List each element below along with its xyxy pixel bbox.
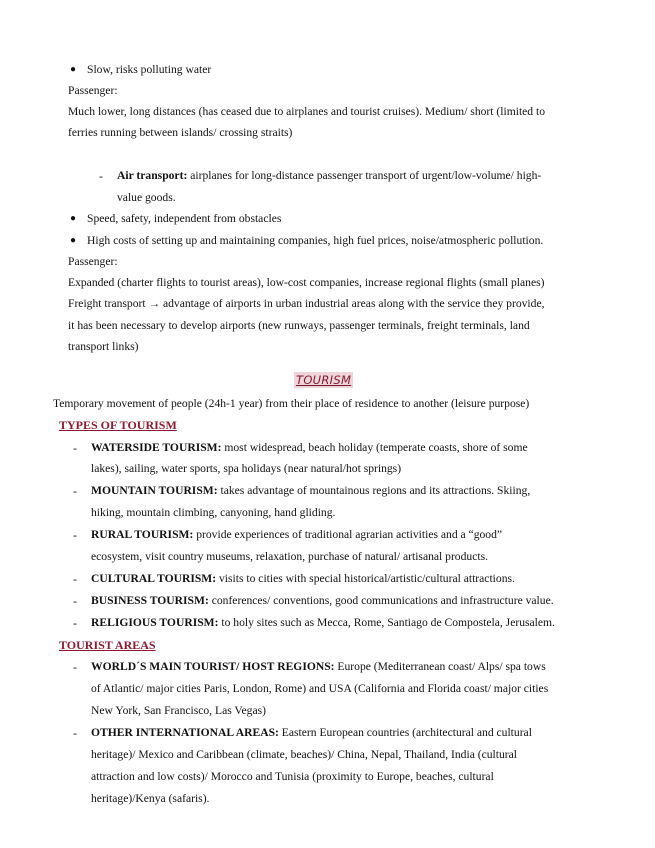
dash-marker: - <box>73 484 77 498</box>
air-transport-line2: value goods. <box>117 191 176 204</box>
area-text: Europe (Mediterranean coast/ Alps/ spa tows <box>334 660 546 673</box>
areas-heading: TOURIST AREAS <box>59 638 156 652</box>
type-item-line2: lakes), sailing, water sports, spa holidays (near natural/hot springs) <box>91 462 402 475</box>
dash-marker: - <box>73 572 77 586</box>
tourism-heading: TOURISM <box>296 373 352 387</box>
type-text: takes advantage of mountainous regions and its attractions. Skiing, <box>217 484 531 497</box>
type-item <box>91 616 555 630</box>
bullet-text-slow: Slow, risks polluting water <box>87 63 212 76</box>
area-item <box>91 660 546 674</box>
type-text: visits to cities with special historical/artistic/cultural attractions. <box>216 572 515 585</box>
area-title: OTHER INTERNATIONAL AREAS: <box>91 726 279 739</box>
area-item-line: heritage)/Kenya (safaris). <box>91 792 210 805</box>
type-title: WATERSIDE TOURISM: <box>91 441 222 454</box>
type-title: RURAL TOURISM: <box>91 528 194 541</box>
type-title: BUSINESS TOURISM: <box>91 594 209 607</box>
type-title: CULTURAL TOURISM: <box>91 572 217 585</box>
type-item <box>91 594 554 608</box>
paragraph-line: Freight transport → advantage of airports in urban industrial areas along with the service they provide, <box>68 297 545 310</box>
dash-marker: - <box>73 616 77 630</box>
paragraph-line: transport links) <box>68 340 139 353</box>
dash-marker: - <box>73 528 77 542</box>
dash-marker: - <box>73 726 77 740</box>
bullet-text-speed: Speed, safety, independent from obstacles <box>87 212 282 225</box>
type-text: conferences/ conventions, good communications and infrastructure value. <box>208 594 554 607</box>
dash-marker: - <box>73 660 77 674</box>
bullet-dot: ● <box>70 64 77 75</box>
dash-marker: - <box>99 169 103 183</box>
air-transport-line <box>117 169 541 183</box>
passenger-label: Passenger: <box>68 255 118 268</box>
area-item-line: New York, San Francisco, Las Vegas) <box>91 704 266 717</box>
type-item <box>91 572 515 586</box>
dash-marker: - <box>73 441 77 455</box>
bullet-dot: ● <box>70 213 77 224</box>
bullet-dot: ● <box>70 235 77 246</box>
type-item <box>91 484 530 498</box>
paragraph-line: Much lower, long distances (has ceased due to airplanes and tourist cruises). Medium/ short (limited to <box>68 105 546 118</box>
area-item-line: heritage)/ Mexico and Caribbean (climate, beaches)/ China, Nepal, Thailand, India (cultural <box>91 748 518 761</box>
dash-marker: - <box>73 594 77 608</box>
tourism-definition: Temporary movement of people (24h-1 year) from their place of residence to another (leisure purpose) <box>53 397 530 410</box>
type-title: MOUNTAIN TOURISM: <box>91 484 218 497</box>
type-item-line2: hiking, mountain climbing, canyoning, hand gliding. <box>91 506 336 519</box>
area-item-line: of Atlantic/ major cities Paris, London, Rome) and USA (California and Florida coast/ major cities <box>91 682 549 695</box>
type-text: provide experiences of traditional agrarian activities and a “good” <box>193 528 503 541</box>
types-heading: TYPES OF TOURISM <box>59 418 177 432</box>
paragraph-line: it has been necessary to develop airports (new runways, passenger terminals, freight terminals, land <box>68 319 530 332</box>
type-item <box>91 528 502 542</box>
area-item <box>91 726 532 740</box>
type-title: RELIGIOUS TOURISM: <box>91 616 219 629</box>
air-transport-text: airplanes for long-distance passenger transport of urgent/low-volume/ high- <box>187 169 542 182</box>
area-title: WORLD´S MAIN TOURIST/ HOST REGIONS: <box>91 660 335 673</box>
air-transport-title: Air transport: <box>117 169 188 182</box>
paragraph-line: Expanded (charter flights to tourist areas), low-cost companies, increase regional flights (small planes) <box>68 276 545 289</box>
area-text: Eastern European countries (architectural and cultural <box>278 726 532 739</box>
type-text: most widespread, beach holiday (temperate coasts, shore of some <box>221 441 528 454</box>
type-text: to holy sites such as Mecca, Rome, Santiago de Compostela, Jerusalem. <box>218 616 555 629</box>
area-item-line: attraction and low costs)/ Morocco and Tunisia (proximity to Europe, beaches, cultural <box>91 770 494 783</box>
type-item-line2: ecosystem, visit country museums, relaxation, purchase of natural/ artisanal products. <box>91 550 488 563</box>
bullet-text-costs: High costs of setting up and maintaining companies, high fuel prices, noise/atmospheric pollution. <box>87 234 544 247</box>
passenger-label: Passenger: <box>68 84 118 97</box>
paragraph-line: ferries running between islands/ crossing straits) <box>68 126 293 139</box>
type-item <box>91 441 528 455</box>
